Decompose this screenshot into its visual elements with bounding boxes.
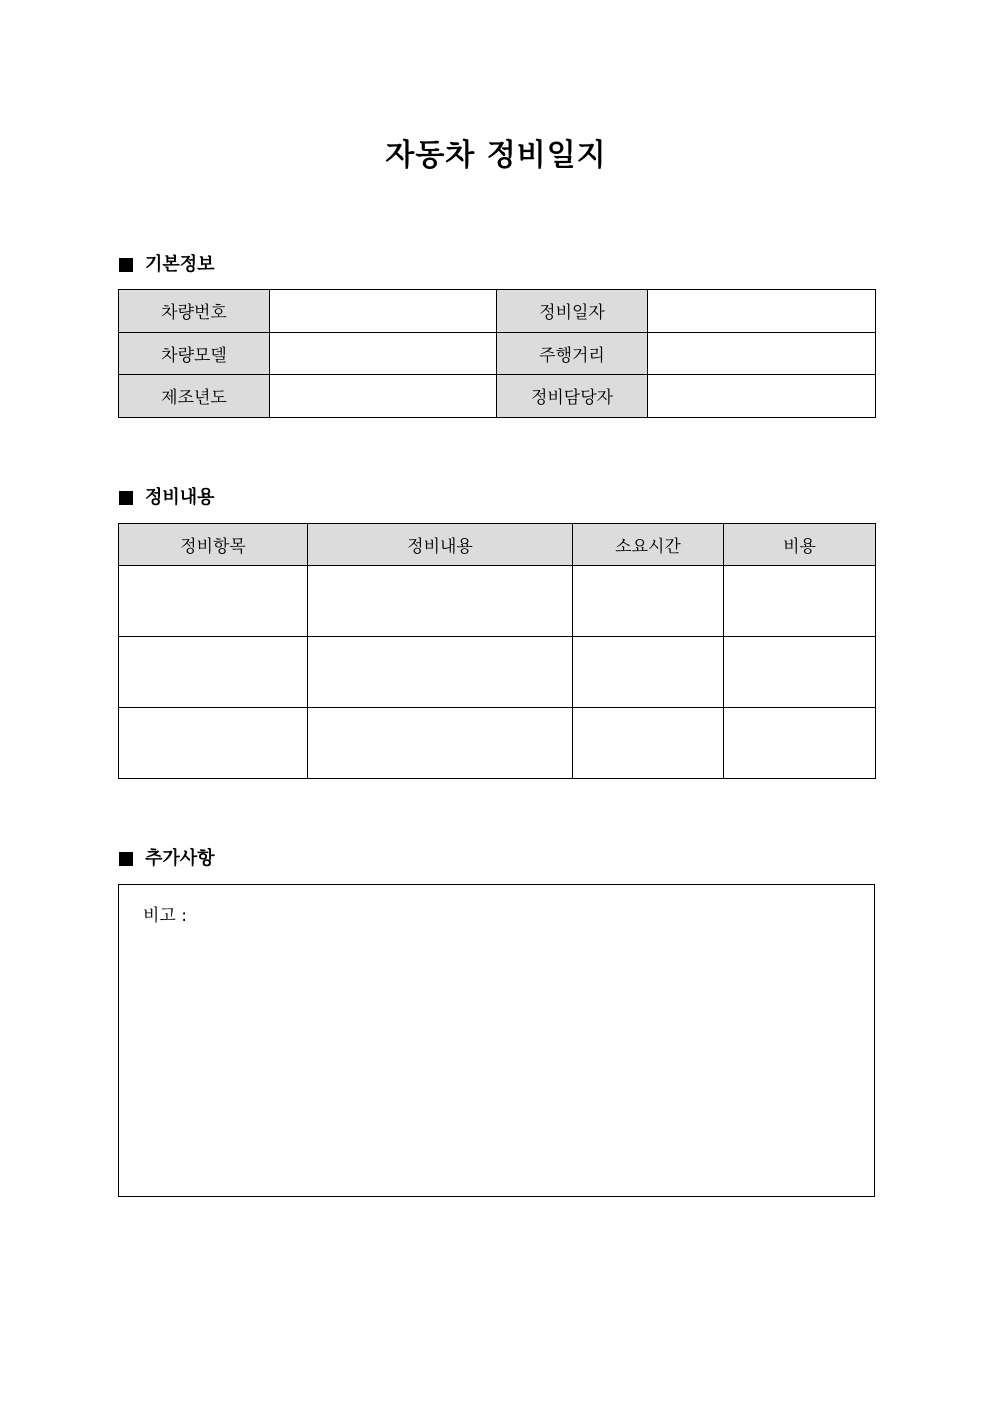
notes-box[interactable]	[118, 884, 875, 1197]
field-vehicle-model[interactable]	[270, 332, 497, 375]
section-heading-additional	[119, 848, 215, 870]
column-header-time: 소요시간	[573, 524, 724, 566]
table-row	[119, 332, 876, 375]
cell-time[interactable]	[573, 708, 724, 779]
field-technician[interactable]	[648, 375, 876, 418]
document-title: 자동차 정비일지	[385, 138, 607, 173]
section-heading-basic-info	[119, 254, 215, 276]
column-header-cost: 비용	[724, 524, 876, 566]
notes-label: 비고 :	[143, 906, 187, 926]
label-maintenance-date: 정비일자	[497, 290, 648, 333]
table-row	[119, 637, 876, 708]
cell-item[interactable]	[119, 566, 308, 637]
square-bullet-icon	[119, 491, 133, 505]
table-row	[119, 708, 876, 779]
table-row	[119, 375, 876, 418]
section-title: 기본정보	[145, 254, 215, 275]
field-mileage[interactable]	[648, 332, 876, 375]
table-header-row	[119, 524, 876, 566]
section-heading-maintenance	[119, 487, 215, 509]
cell-cost[interactable]	[724, 708, 876, 779]
maintenance-table	[118, 523, 876, 779]
cell-content[interactable]	[308, 637, 573, 708]
label-manufacture-year: 제조년도	[119, 375, 270, 418]
basic-info-table	[118, 289, 876, 418]
cell-cost[interactable]	[724, 637, 876, 708]
cell-time[interactable]	[573, 637, 724, 708]
square-bullet-icon	[119, 258, 133, 272]
cell-item[interactable]	[119, 637, 308, 708]
label-vehicle-model: 차량모델	[119, 332, 270, 375]
label-technician: 정비담당자	[497, 375, 648, 418]
cell-content[interactable]	[308, 566, 573, 637]
table-row	[119, 290, 876, 333]
label-mileage: 주행거리	[497, 332, 648, 375]
field-manufacture-year[interactable]	[270, 375, 497, 418]
section-title: 정비내용	[145, 487, 215, 508]
cell-time[interactable]	[573, 566, 724, 637]
column-header-content: 정비내용	[308, 524, 573, 566]
cell-content[interactable]	[308, 708, 573, 779]
cell-item[interactable]	[119, 708, 308, 779]
section-title: 추가사항	[145, 848, 215, 869]
cell-cost[interactable]	[724, 566, 876, 637]
field-vehicle-number[interactable]	[270, 290, 497, 333]
square-bullet-icon	[119, 852, 133, 866]
label-vehicle-number: 차량번호	[119, 290, 270, 333]
field-maintenance-date[interactable]	[648, 290, 876, 333]
table-row	[119, 566, 876, 637]
column-header-item: 정비항목	[119, 524, 308, 566]
